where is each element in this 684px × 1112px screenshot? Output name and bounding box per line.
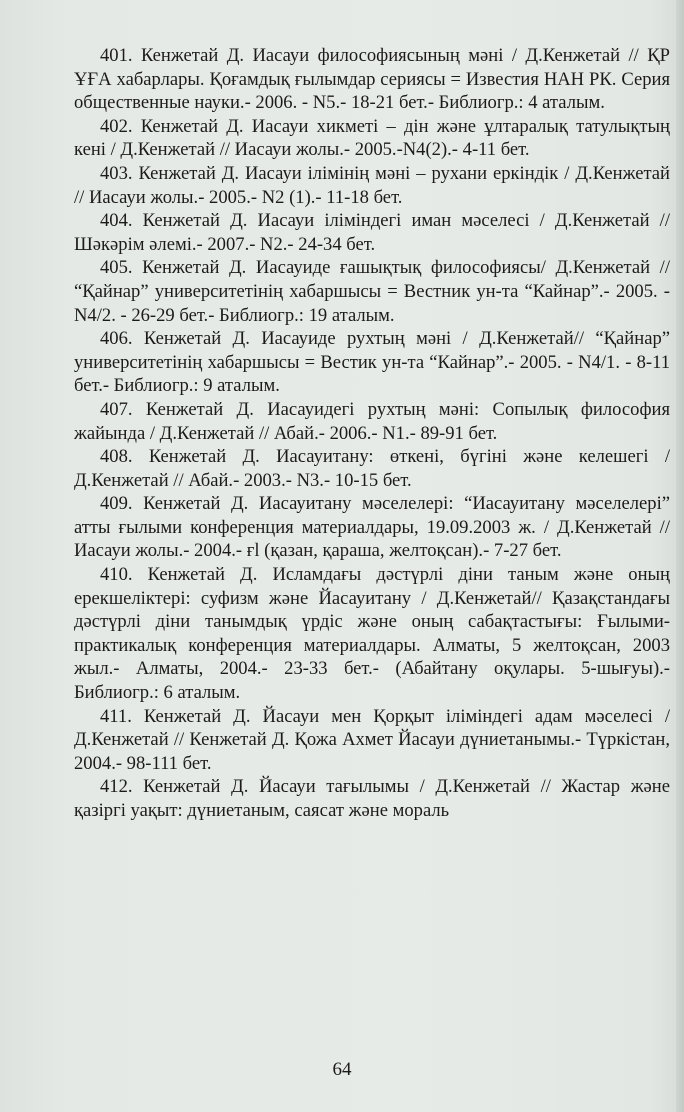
bibliography-entry-402: 402. Кенжетай Д. Иасауи хикметі – дін және ұлтаралық татулықтың кені / Д.Кенжетай // Иасауи жолы.- 2005.-N4(2).- 4-11 бет. bbox=[74, 115, 670, 161]
bibliography-entry-407: 407. Кенжетай Д. Иасауидегі рухтың мәні: Сопылық философия жайында / Д.Кенжетай // Абай.- 2006.- N1.- 89-91 бет. bbox=[74, 398, 670, 444]
bibliography-entry-410: 410. Кенжетай Д. Исламдағы дәстүрлі діни таным және оның ерекшеліктері: суфизм және Йасауитану / Д.Кенжетай// Қазақстандағы дәстүрлі діни танымдық үрдіс және оның сабақтастығы: Ғылыми-практикалық конференция материалдары. Алматы, 5 желтоқсан, 2003 жыл.- Алматы, 2004.- 23-33 бет.- (Абайтану оқулары. 5-шығуы).- Библиогр.: 6 аталым. bbox=[74, 564, 670, 704]
bibliography-entry-408: 408. Кенжетай Д. Иасауитану: өткені, бүгіні және келешегі / Д.Кенжетай // Абай.- 2003.- N3.- 10-15 бет. bbox=[74, 446, 670, 491]
bibliography-entry-404: 404. Кенжетай Д. Иасауи іліміндегі иман мәселесі / Д.Кенжетай // Шәкәрім әлемі.- 2007.- N2.- 24-34 бет. bbox=[74, 210, 670, 255]
bibliography-entry-406: 406. Кенжетай Д. Иасауиде рухтың мәні / Д.Кенжетай// “Қайнар” университетінің хабаршысы = Вестик ун-та “Кайнар”.- 2005. - N4/1. - 8-11 бет.- Библиогр.: 9 аталым. bbox=[74, 328, 670, 397]
bibliography-entry-409: 409. Кенжетай Д. Иасауитану мәселелері: “Иасауитану мәселелері” атты ғылыми конференция материалдары, 19.09.2003 ж. / Д.Кенжетай // Иасауи жолы.- 2004.- ғl (қазан, қараша, желтоқсан).- 7-27 бет. bbox=[74, 493, 670, 562]
bibliography-list bbox=[74, 44, 670, 823]
bibliography-entry-412: 412. Кенжетай Д. Йасауи тағылымы / Д.Кенжетай // Жастар және қазіргі уақыт: дүниетаным, саясат және мораль bbox=[74, 776, 670, 821]
bibliography-entry-405: 405. Кенжетай Д. Иасауиде ғашықтық философиясы/ Д.Кенжетай // “Қайнар” университетінің хабаршысы = Вестник ун-та “Кайнар”.- 2005. - N4/2. - 26-29 бет.- Библиогр.: 19 аталым. bbox=[74, 257, 670, 326]
page-edge-shadow bbox=[676, 0, 684, 1112]
bibliography-entry-403: 403. Кенжетай Д. Иасауи ілімінің мәні – рухани еркіндік / Д.Кенжетай // Иасауи жолы.- 2005.- N2 (1).- 11-18 бет. bbox=[74, 162, 670, 208]
bibliography-entry-401: 401. Кенжетай Д. Иасауи философиясының мәні / Д.Кенжетай // ҚР ҰҒА хабарлары. Қоғамдық ғылымдар сериясы = Известия НАН РК. Серия общественные науки.- 2006. - N5.- 18-21 бет.- Библиогр.: 4 аталым. bbox=[74, 45, 670, 114]
page-number: 64 bbox=[332, 1059, 352, 1080]
bibliography-entry-411: 411. Кенжетай Д. Йасауи мен Қорқыт іліміндегі адам мәселесі / Д.Кенжетай // Кенжетай Д. Қожа Ахмет Йасауи дүниетанымы.- Түркістан, 2004.- 98-111 бет. bbox=[74, 705, 670, 774]
